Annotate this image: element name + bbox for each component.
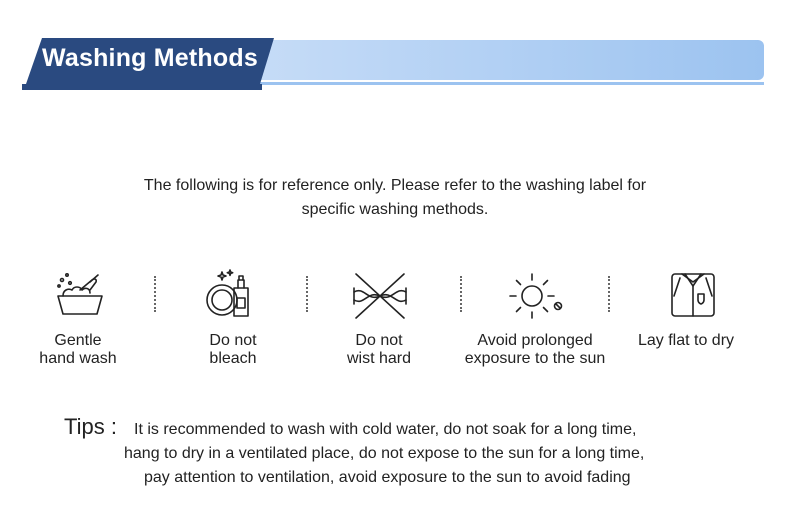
method-label-line: Avoid prolonged <box>477 332 593 349</box>
method-label-line: wist hard <box>346 350 412 367</box>
method-label-line: bleach <box>209 350 257 367</box>
hand-wash-icon <box>50 266 110 326</box>
no-wring-icon <box>350 266 410 326</box>
method-label-no-wring <box>347 332 411 368</box>
divider <box>154 276 156 312</box>
divider <box>460 276 462 312</box>
method-label-no-bleach <box>209 332 256 368</box>
intro-line-1: The following is for reference only. Please refer to the washing label for <box>143 177 647 194</box>
method-label-sun <box>465 332 606 368</box>
page-title: Washing Methods <box>42 44 258 72</box>
method-label-hand-wash <box>39 332 116 368</box>
method-label-line: Lay flat to dry <box>637 332 735 349</box>
method-label-line: exposure to the sun <box>464 350 606 367</box>
tips-line-2: hang to dry in a ventilated place, do not expose to the sun for a long time, <box>124 445 645 462</box>
method-label-line: hand wash <box>39 350 117 367</box>
method-label-line: Do not <box>355 332 403 349</box>
intro-text <box>0 174 790 222</box>
intro-line-2: specific washing methods. <box>301 201 489 218</box>
flat-dry-shirt-icon <box>666 266 726 326</box>
no-bleach-icon <box>202 266 262 326</box>
sun-icon <box>504 266 564 326</box>
divider <box>306 276 308 312</box>
method-label-line: Gentle <box>54 332 102 349</box>
method-label-flat-dry <box>638 332 734 350</box>
method-label-line: Do not <box>209 332 257 349</box>
tips-label: Tips : <box>64 414 117 439</box>
divider <box>608 276 610 312</box>
tips-line-3: pay attention to ventilation, avoid exposure to the sun to avoid fading <box>144 469 631 486</box>
tips-line-1: It is recommended to wash with cold water, do not soak for a long time, <box>134 421 637 438</box>
